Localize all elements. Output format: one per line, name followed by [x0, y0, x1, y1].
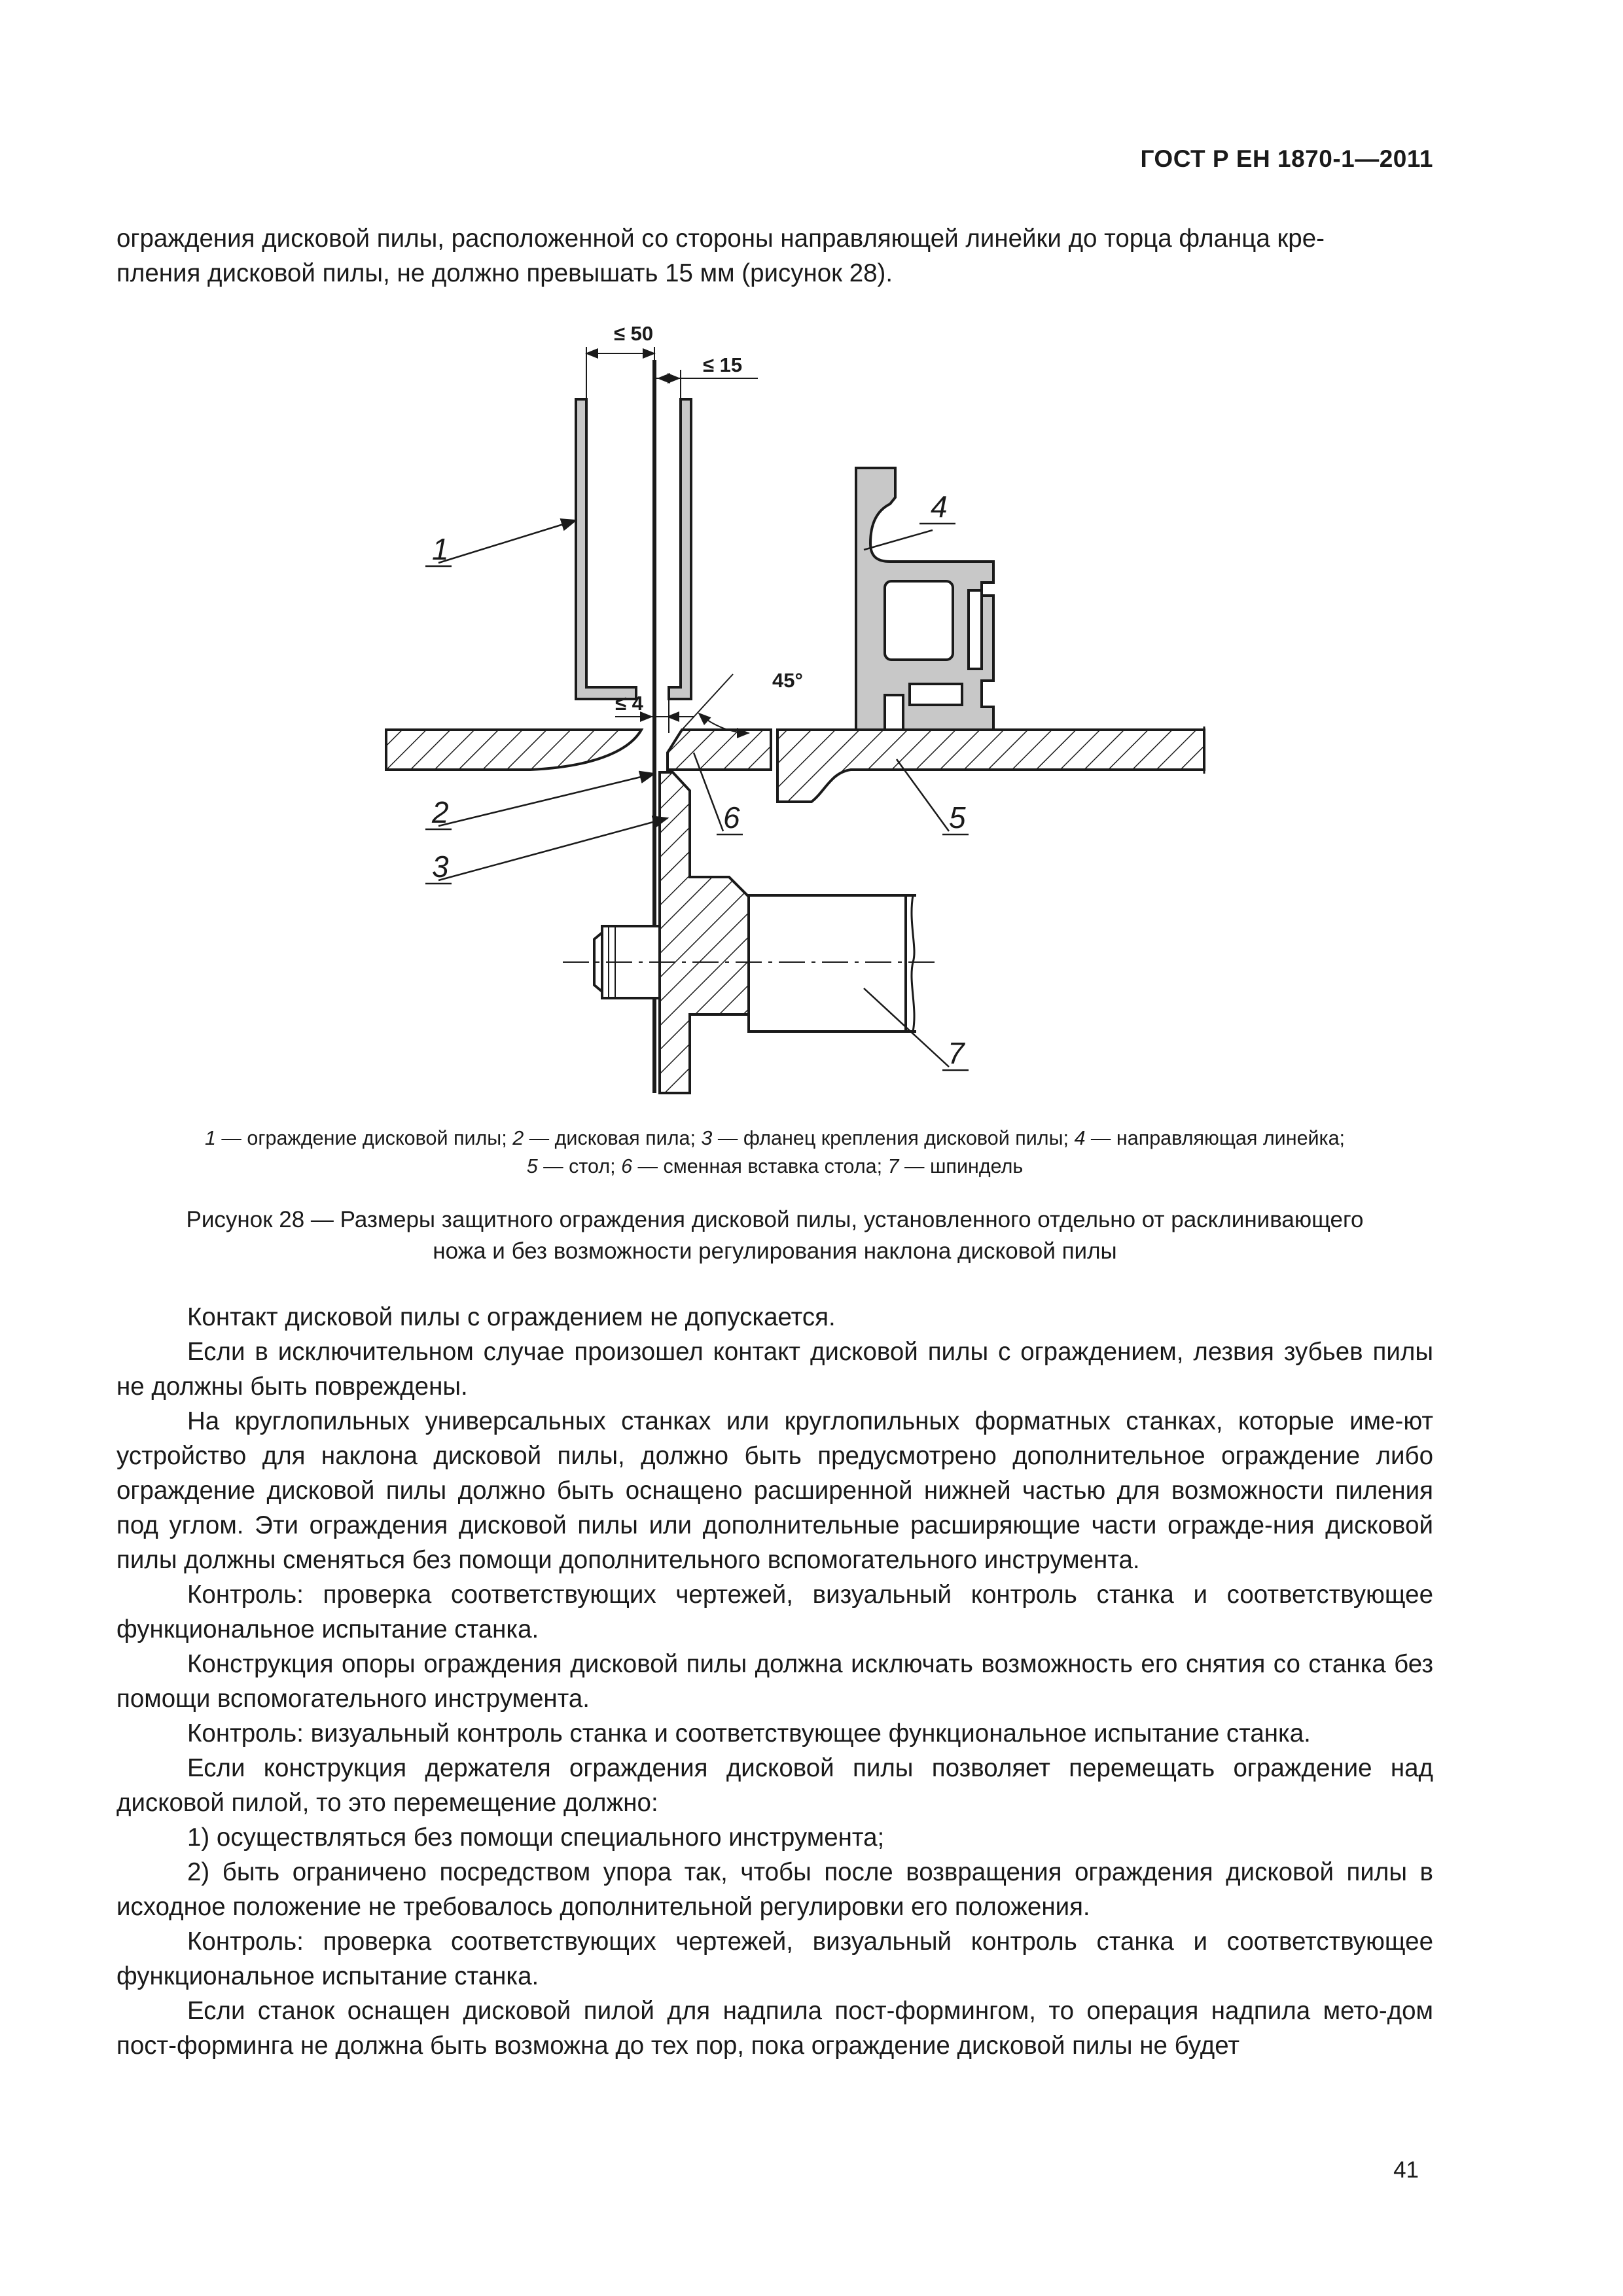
caption-line-2: ножа и без возможности регулирования наклона дисковой пилы — [433, 1238, 1117, 1264]
paragraph-8: 1) осуществляться без помощи специального инструмента; — [187, 1823, 885, 1852]
figure-28 — [366, 308, 1217, 1106]
paragraph-4: Контроль: проверка соответствующих чертежей, визуальный контроль станка и соответствующее функциональное испытание станка. — [116, 1581, 1433, 1643]
legend-line-2: 5 — стол; 6 — сменная вставка стола; 7 — шпиндель — [526, 1155, 1024, 1177]
label-1: 1 — [432, 532, 449, 566]
intro-line-1: ограждения дисковой пилы, расположенной со стороны направляющей линейки до торца фланца кре- — [116, 224, 1325, 253]
paragraph-10: Контроль: проверка соответствующих чертежей, визуальный контроль станка и соответствующее функциональное испытание станка. — [116, 1928, 1433, 1990]
paragraph-1: Контакт дисковой пилы с ограждением не допускается. — [187, 1303, 836, 1331]
table-left — [386, 730, 641, 770]
spindle — [563, 895, 936, 1031]
label-3: 3 — [432, 850, 449, 884]
document-header: ГОСТ Р ЕН 1870-1—2011 — [1140, 145, 1433, 172]
label-2: 2 — [432, 795, 449, 829]
label-6: 6 — [723, 800, 740, 834]
saw-guard — [576, 399, 691, 699]
figure-legend — [116, 1124, 1433, 1181]
dim-15: ≤ 15 — [703, 353, 743, 376]
paragraph-3: На круглопильных универсальных станках или круглопильных форматных станках, которые име-ют устройство для наклона дисковой пилы, должно быть предусмотрено дополнительное ограждение либо ограждение дисковой пилы должно быть оснащено расширенной нижней частью для возможности пиления под углом. Эти ограждения дисковой пилы или дополнительные расширяющие части огражде-ния дисковой пилы должны сменяться без помощи дополнительного вспомогательного инструмента. — [116, 1407, 1433, 1574]
intro-text — [116, 221, 1433, 291]
page-number: 41 — [1393, 2157, 1419, 2183]
label-5: 5 — [949, 800, 966, 834]
technical-drawing — [366, 308, 1217, 1106]
paragraph-7: Если конструкция держателя ограждения дисковой пилы позволяет перемещать ограждение над дисковой пилой, то это перемещение должно: — [116, 1754, 1433, 1817]
dim-50: ≤ 50 — [614, 322, 654, 345]
paragraph-5: Конструкция опоры ограждения дисковой пилы должна исключать возможность его снятия со станка без помощи вспомогательного инструмента. — [116, 1650, 1433, 1713]
dim-4: ≤ 4 — [615, 692, 643, 715]
paragraph-2: Если в исключительном случае произошел контакт дисковой пилы с ограждением, лезвия зубьев пилы не должны быть повреждены. — [116, 1338, 1433, 1401]
label-4: 4 — [931, 490, 948, 524]
intro-line-2: пления дисковой пилы, не должно превышать 15 мм (рисунок 28). — [116, 259, 893, 287]
body-text — [116, 1300, 1433, 2063]
legend-line-1: 1 — ограждение дисковой пилы; 2 — дисковая пила; 3 — фланец крепления дисковой пилы; 4 — направляющая линейка; — [204, 1127, 1346, 1149]
paragraph-6: Контроль: визуальный контроль станка и соответствующее функциональное испытание станка. — [187, 1719, 1311, 1748]
paragraph-11: Если станок оснащен дисковой пилой для надпила пост-формингом, то операция надпила мето-дом пост-форминга не должна быть возможна до тех пор, пока ограждение дисковой пилы не будет — [116, 1997, 1433, 2060]
figure-caption — [116, 1204, 1433, 1267]
label-7: 7 — [948, 1036, 965, 1070]
paragraph-9: 2) быть ограничено посредством упора так, чтобы после возвращения ограждения дисковой пилы в исходное положение не требовалось дополнительной регулировки его положения. — [116, 1858, 1433, 1921]
table-right — [777, 730, 1204, 802]
caption-line-1: Рисунок 28 — Размеры защитного ограждения дисковой пилы, установленного отдельно от расклинивающего — [186, 1207, 1364, 1232]
table-insert — [668, 730, 771, 770]
dim-angle: 45° — [772, 669, 803, 692]
